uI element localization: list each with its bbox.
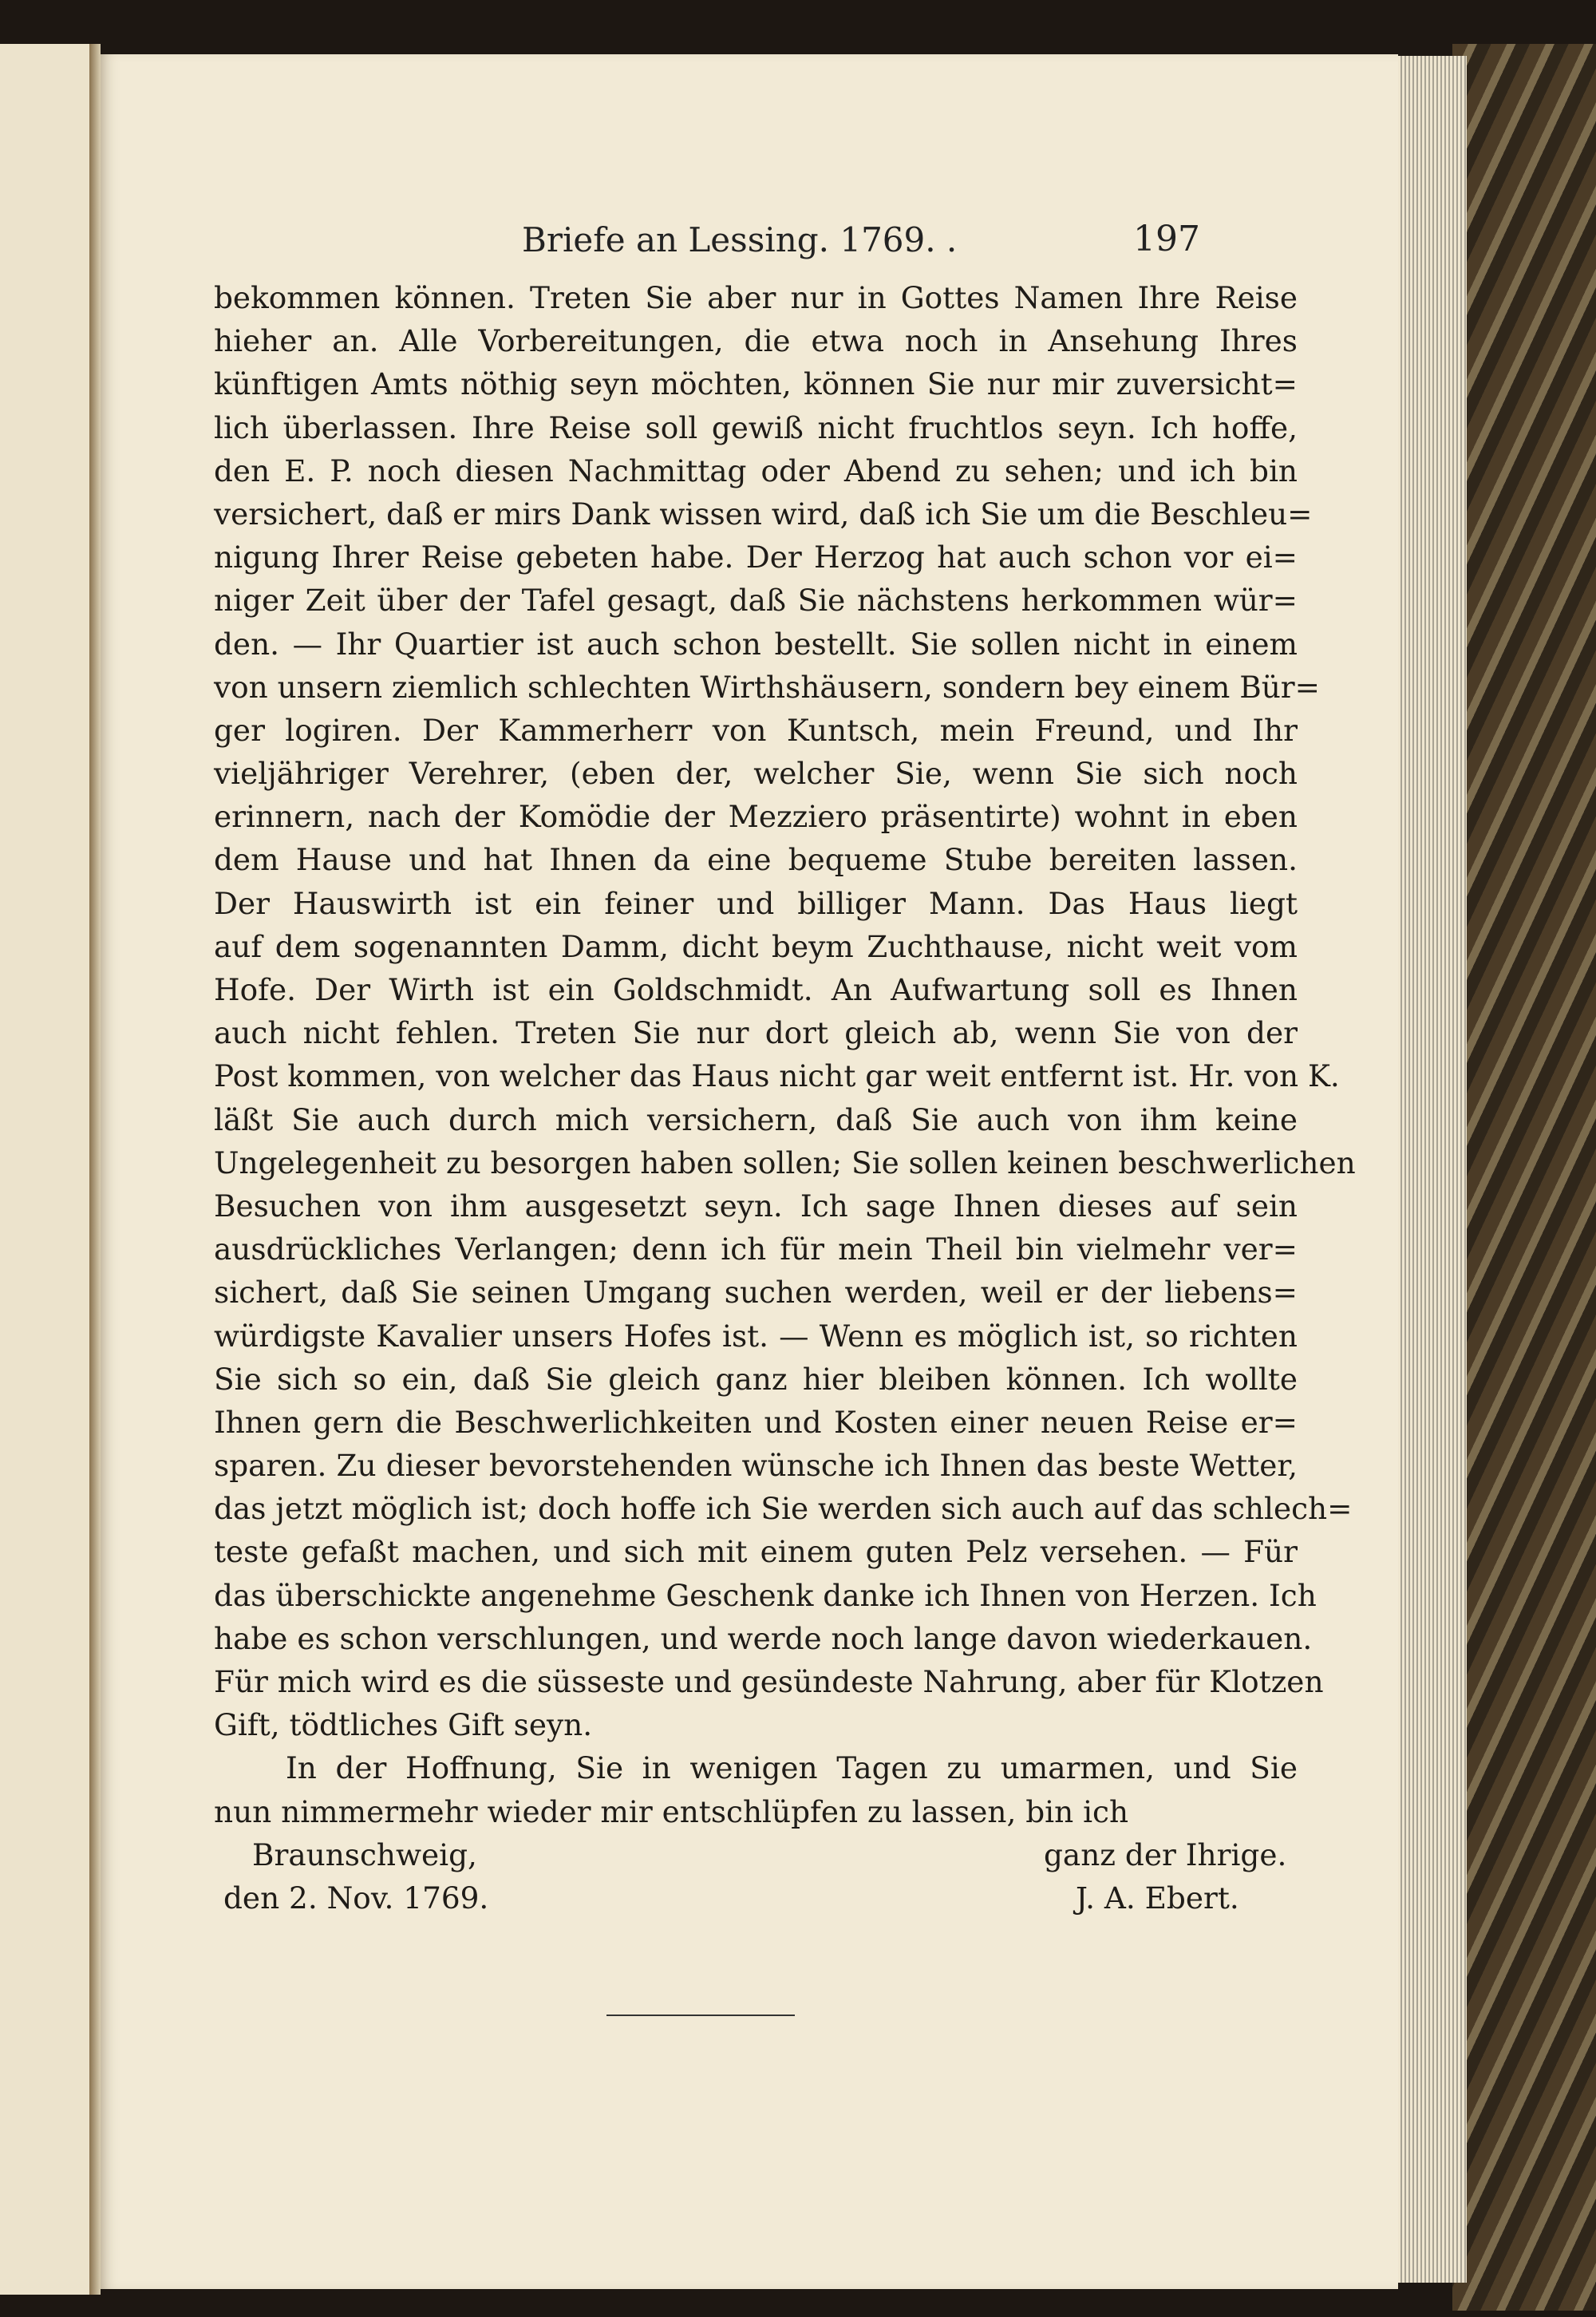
text-line: das jetzt möglich ist; doch hoffe ich Sie werden sich auch auf das schlech= bbox=[214, 1491, 1353, 1527]
text-line: sparen. Zu dieser bevorstehenden wünsche ich Ihnen das beste Wetter, bbox=[214, 1448, 1298, 1484]
text-line: versichert, daß er mirs Dank wissen wird, daß ich Sie um die Beschleu= bbox=[214, 496, 1313, 532]
page-number: 197 bbox=[1133, 219, 1200, 259]
running-header bbox=[101, 214, 1398, 270]
text-line: Ungelegenheit zu besorgen haben sollen; Sie sollen keinen beschwerlichen bbox=[214, 1145, 1356, 1180]
text-line: Sie sich so ein, daß Sie gleich ganz hier bleiben können. Ich wollte bbox=[214, 1361, 1298, 1397]
text-line: habe es schon verschlungen, und werde noch lange davon wiederkauen. bbox=[214, 1620, 1313, 1656]
text-line: Ihnen gern die Beschwerlichkeiten und Kosten einer neuen Reise er= bbox=[214, 1404, 1298, 1440]
place-valediction-row bbox=[214, 1833, 1298, 1876]
text-line: nigung Ihrer Reise gebeten habe. Der Herzog hat auch schon vor ei= bbox=[214, 540, 1298, 575]
text-line: von unsern ziemlich schlechten Wirthshäusern, sondern bey einem Bür= bbox=[214, 669, 1320, 705]
book-gutter bbox=[89, 44, 101, 2295]
book-page bbox=[101, 54, 1398, 2289]
letter-text bbox=[214, 276, 1356, 1920]
text-line: Der Hauswirth ist ein feiner und billiger Mann. Das Haus liegt bbox=[214, 885, 1298, 921]
text-line: dem Hause und hat Ihnen da eine bequeme Stube bereiten lassen. bbox=[214, 842, 1298, 878]
closing-line: In der Hoffnung, Sie in wenigen Tagen zu umarmen, und Sie bbox=[286, 1750, 1298, 1786]
closing-line: nun nimmermehr wieder mir entschlüpfen zu lassen, bin ich bbox=[214, 1793, 1129, 1829]
text-line: ausdrückliches Verlangen; denn ich für mein Theil bin vielmehr ver= bbox=[214, 1232, 1298, 1267]
text-line: Post kommen, von welcher das Haus nicht gar weit entfernt ist. Hr. von K. bbox=[214, 1058, 1340, 1094]
letter-date: den 2. Nov. 1769. bbox=[223, 1880, 489, 1916]
place-name: Braunschweig, bbox=[252, 1837, 477, 1872]
book-cover-edge bbox=[1452, 44, 1596, 2311]
signature: J. A. Ebert. bbox=[1076, 1880, 1239, 1916]
text-line: hieher an. Alle Vorbereitungen, die etwa noch in Ansehung Ihres bbox=[214, 323, 1298, 359]
text-line: auf dem sogenannten Damm, dicht beym Zuchthause, nicht weit vom bbox=[214, 928, 1298, 964]
text-line: Gift, tödtliches Gift seyn. bbox=[214, 1707, 593, 1743]
text-line: ger logiren. Der Kammerherr von Kuntsch, mein Freund, und Ihr bbox=[214, 712, 1298, 748]
text-line: Besuchen von ihm ausgesetzt seyn. Ich sage Ihnen dieses auf sein bbox=[214, 1188, 1298, 1224]
text-line: Für mich wird es die süsseste und gesündeste Nahrung, aber für Klotzen bbox=[214, 1664, 1324, 1699]
date-signature-row bbox=[214, 1876, 1298, 1920]
text-line: auch nicht fehlen. Treten Sie nur dort gleich ab, wenn Sie von der bbox=[214, 1015, 1298, 1051]
text-line: bekommen können. Treten Sie aber nur in Gottes Namen Ihre Reise bbox=[214, 280, 1298, 315]
text-line: vieljähriger Verehrer, (eben der, welcher Sie, wenn Sie sich noch bbox=[214, 756, 1298, 792]
text-line: teste gefaßt machen, und sich mit einem guten Pelz versehen. — Für bbox=[214, 1534, 1298, 1570]
text-line: Hofe. Der Wirth ist ein Goldschmidt. An Aufwartung soll es Ihnen bbox=[214, 972, 1298, 1007]
text-line: den E. P. noch diesen Nachmittag oder Abend zu sehen; und ich bin bbox=[214, 453, 1298, 488]
text-line: den. — Ihr Quartier ist auch schon bestellt. Sie sollen nicht in einem bbox=[214, 626, 1298, 662]
valediction: ganz der Ihrige. bbox=[1044, 1837, 1287, 1872]
facing-page-edge bbox=[0, 44, 93, 2295]
running-title: Briefe an Lessing. 1769. . bbox=[522, 220, 958, 259]
text-line: sichert, daß Sie seinen Umgang suchen werden, weil er der liebens= bbox=[214, 1275, 1298, 1311]
text-line: würdigste Kavalier unsers Hofes ist. — Wenn es möglich ist, so richten bbox=[214, 1318, 1298, 1354]
end-rule bbox=[606, 2015, 795, 2016]
text-line: lich überlassen. Ihre Reise soll gewiß nicht fruchtlos seyn. Ich hoffe, bbox=[214, 409, 1298, 445]
text-line: erinnern, nach der Komödie der Mezziero präsentirte) wohnt in eben bbox=[214, 799, 1298, 835]
page-stack-edges bbox=[1398, 56, 1467, 2283]
text-line: künftigen Amts nöthig seyn möchten, können Sie nur mir zuversicht= bbox=[214, 366, 1298, 402]
text-line: läßt Sie auch durch mich versichern, daß Sie auch von ihm keine bbox=[214, 1101, 1298, 1137]
text-line: das überschickte angenehme Geschenk danke ich Ihnen von Herzen. Ich bbox=[214, 1577, 1317, 1613]
text-line: niger Zeit über der Tafel gesagt, daß Sie nächstens herkommen wür= bbox=[214, 583, 1298, 619]
